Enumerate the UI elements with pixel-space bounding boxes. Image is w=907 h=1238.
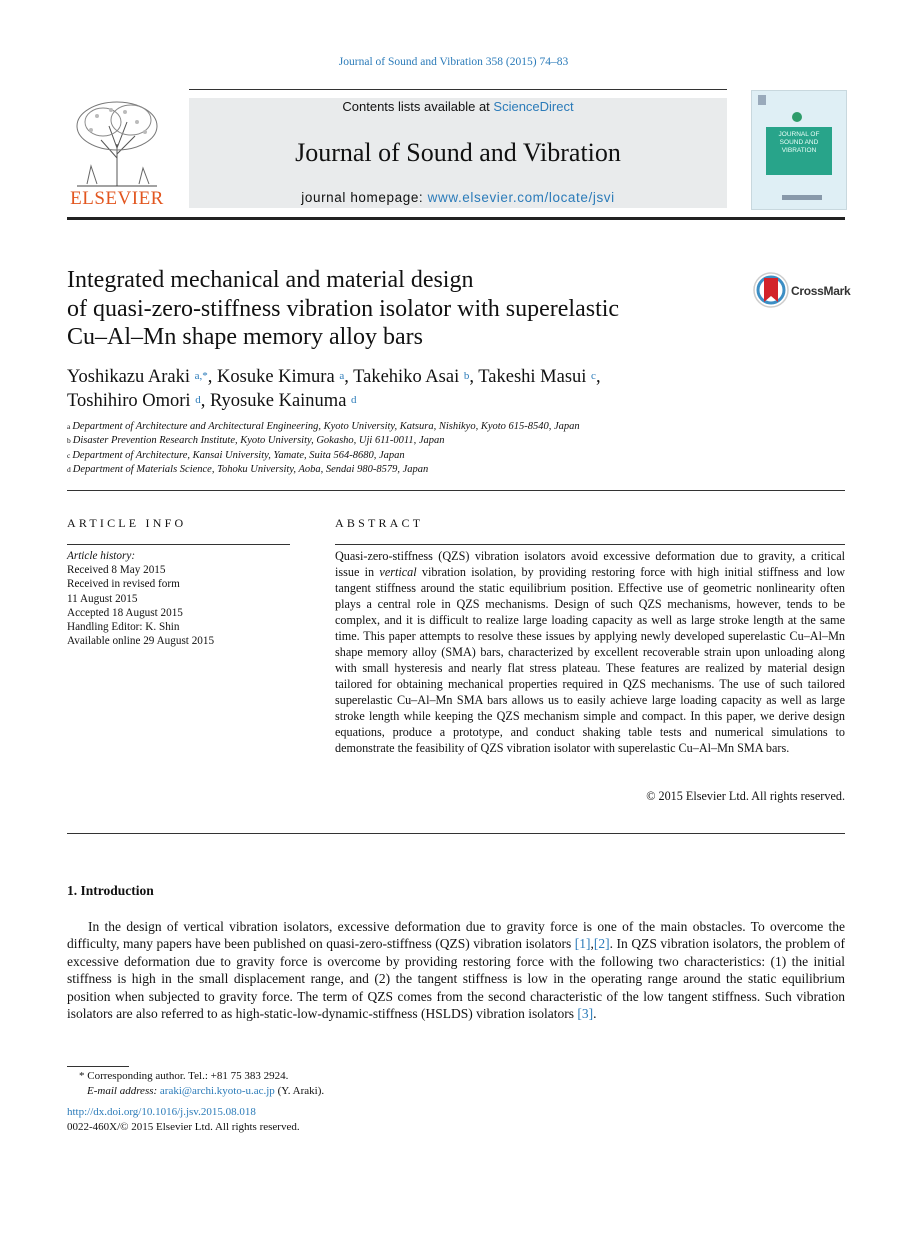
history-line: Received 8 May 2015 <box>67 564 166 577</box>
homepage-line <box>189 190 727 205</box>
footnote-rule <box>67 1066 129 1067</box>
introduction-heading: 1. Introduction <box>67 883 154 898</box>
journal-cover-thumbnail[interactable] <box>751 90 847 210</box>
publisher-name: ELSEVIER <box>70 188 164 209</box>
title-line-3: Cu–Al–Mn shape memory alloy bars <box>67 324 423 350</box>
article-info-heading: ARTICLE INFO <box>67 516 187 530</box>
affiliation-key: d <box>67 464 71 474</box>
intro-text-part: . <box>593 1006 597 1022</box>
affiliation-item <box>67 434 827 448</box>
author-separator: , <box>469 367 479 387</box>
masthead-rule <box>67 217 845 220</box>
homepage-prefix: journal homepage: <box>301 190 428 205</box>
history-line: Handling Editor: K. Shin <box>67 621 180 634</box>
history-line: Received in revised form <box>67 578 180 591</box>
email-link[interactable]: araki@archi.kyoto-u.ac.jp <box>159 1085 275 1097</box>
author-name[interactable]: Ryosuke Kainuma <box>209 391 347 411</box>
corresponding-author-note: * Corresponding author. Tel.: +81 75 383 2924. <box>79 1070 289 1082</box>
abstract-text-part: vibration isolation, by providing restoring force with high initial stiffness and low tangent stiffness around the static equilibrium position. Effective use of geometric nonlinearity often plays a central role in QZS mechanisms. Design of such QZS mechanisms, however, tends to be complex, and it is difficult to realize large loading capacity as well as large stroke length at the same time. This paper attempts to resolve these issues by applying newly developed superelastic Cu–Al–Mn shape memory alloy (SMA) bars, characterized by excellent recoverable strain upon unloading along with small hysteresis and nearly flat stress plateau. These features are realized by material design tailored for obtaining mechanical properties required in QZS mechanisms. The use of such tailored superelastic Cu–Al–Mn SMA bars allows us to easily achieve large loading capacity as well as large stroke length while keeping the QZS mechanism simple and compact. In this paper, we derive design equations, produce a prototype, and conduct shaking table tests and numerical simulations to demonstrate the feasibility of QZS vibration isolator with superelastic Cu–Al–Mn SMA bars. <box>335 565 845 755</box>
history-label: Article history: <box>67 550 136 562</box>
affiliation-key: b <box>67 436 71 446</box>
author-name[interactable]: Toshihiro Omori <box>67 391 191 411</box>
author-name[interactable]: Yoshikazu Araki <box>67 367 190 387</box>
crossmark-label: CrossMark <box>791 284 851 298</box>
history-line: Available online 29 August 2015 <box>67 635 215 648</box>
cover-corner-mark <box>758 95 766 105</box>
cover-emblem-icon <box>792 112 802 122</box>
abstract-heading: ABSTRACT <box>335 516 424 530</box>
abstract-text-part: Quasi-zero-stiffness (QZS) vibration isolators avoid excessive deformation due to gravity, a critical issue in <box>335 549 845 579</box>
journal-title: Journal of Sound and Vibration <box>295 138 621 167</box>
author-name[interactable]: Kosuke Kimura <box>217 367 335 387</box>
homepage-link[interactable]: www.elsevier.com/locate/jsvi <box>427 190 615 205</box>
sciencedirect-link[interactable]: ScienceDirect <box>493 99 574 114</box>
doi-link[interactable]: http://dx.doi.org/10.1016/j.jsv.2015.08.018 <box>67 1106 256 1118</box>
history-line: 11 August 2015 <box>67 592 138 605</box>
title-line-2: of quasi-zero-stiffness vibration isolator with superelastic <box>67 295 620 322</box>
citation-link[interactable]: [1] <box>574 936 591 952</box>
affiliation-text: Department of Materials Science, Tohoku University, Aoba, Sendai 980-8579, Japan <box>72 463 429 475</box>
author-separator: , <box>344 367 354 387</box>
contents-prefix: Contents lists available at <box>342 99 494 114</box>
history-line: Accepted 18 August 2015 <box>67 606 183 619</box>
abstract-rule <box>335 544 845 545</box>
intro-text-part: . In QZS vibration isolators, the problem of excessive deformation due to gravity force is overcome by providing restoring force with the following two characteristics: (1) the initial stiffness is high in the small displacement range, and (2) the tangent stiffness is low in the operating range around the static equilibrium position when subjected to gravity force. The term of QZS comes from the second characteristic of the low tangent stiffness. Such vibration isolators are also referred to as high-static-low-dynamic-stiffness (HSLDS) vibration isolators <box>67 936 845 1022</box>
author-affil-marker[interactable]: a <box>339 370 345 382</box>
author-affil-marker[interactable]: d <box>351 394 357 406</box>
elsevier-tree-icon <box>67 96 167 188</box>
author-affil-marker[interactable]: b <box>463 370 470 382</box>
intro-text-part: In the design of vertical vibration isolators, excessive deformation due to gravity force is one of the main obstacles. To overcome the difficulty, many papers have been published on quasi-zero-stiffness (QZS) vibration isolators <box>67 919 845 952</box>
affiliation-text: Department of Architecture, Kansai University, Yamate, Suita 564-8680, Japan <box>72 449 405 461</box>
journal-reference[interactable]: Journal of Sound and Vibration 358 (2015) 74–83 <box>338 56 569 68</box>
footnotes <box>67 1069 767 1135</box>
author-affil-marker[interactable]: c <box>591 370 596 382</box>
author-separator: , <box>595 367 601 387</box>
crossmark-button[interactable] <box>753 272 849 312</box>
affiliation-item <box>67 449 827 463</box>
email-note <box>67 1084 767 1099</box>
crossmark-icon <box>753 272 789 308</box>
section-rule-top <box>67 490 845 491</box>
email-suffix: (Y. Araki). <box>274 1085 325 1097</box>
article-history <box>67 549 297 648</box>
issn-line: 0022-460X/© 2015 Elsevier Ltd. All rights reserved. <box>67 1121 300 1133</box>
affiliation-text: Department of Architecture and Architectural Engineering, Kyoto University, Katsura, Nishikyo, Kyoto 615-8540, Japan <box>72 421 580 432</box>
citation-separator: , <box>590 936 594 952</box>
title-line-1: Integrated mechanical and material design <box>67 267 474 293</box>
article-info-rule <box>67 544 290 545</box>
affiliation-item <box>67 463 827 477</box>
citation-link[interactable]: [3] <box>577 1006 594 1022</box>
affiliation-text: Disaster Prevention Research Institute, Kyoto University, Gokasho, Uji 611-0011, Japan <box>72 435 445 447</box>
author-separator: , <box>200 391 210 411</box>
author-affil-marker[interactable]: a,* <box>194 370 208 382</box>
contents-line <box>189 99 727 114</box>
author-name[interactable]: Takehiko Asai <box>353 367 460 387</box>
affiliation-list <box>67 420 827 477</box>
citation-link[interactable]: [2] <box>593 936 610 952</box>
abstract-italic: vertical <box>379 565 417 579</box>
cover-title-text: JOURNAL OF SOUND AND VIBRATION <box>778 131 820 154</box>
header-top-rule <box>189 89 727 90</box>
affiliation-key: a <box>67 422 71 431</box>
author-name[interactable]: Takeshi Masui <box>478 367 587 387</box>
author-separator: , <box>207 367 218 387</box>
email-label: E-mail address: <box>87 1085 160 1097</box>
section-rule-bottom <box>67 833 845 834</box>
elsevier-logo[interactable] <box>67 96 167 210</box>
affiliation-key: c <box>67 450 71 460</box>
abstract-body <box>335 548 845 756</box>
affiliation-item <box>67 420 827 434</box>
cover-publisher-mark <box>782 195 822 200</box>
article-title <box>67 266 727 352</box>
author-list <box>67 365 827 413</box>
abstract-copyright: © 2015 Elsevier Ltd. All rights reserved. <box>646 789 845 803</box>
introduction-paragraph <box>67 918 845 1022</box>
author-affil-marker[interactable]: d <box>195 394 201 406</box>
